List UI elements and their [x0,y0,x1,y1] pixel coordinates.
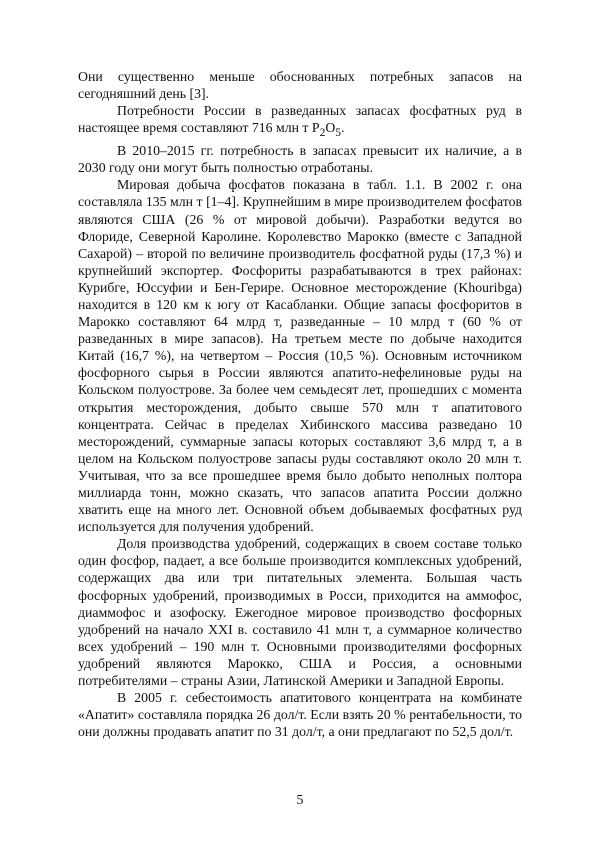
subscript-2: 2 [319,127,326,140]
paragraph-4: Мировая добыча фосфатов показана в табл. 1.1. В 2002 г. она составляла 135 млн т [1–4]. Крупнейшим в мире производителем фосфатов являются США (26 % от мировой добычи). Разработки ведутся во Флориде, Северной Каролине. Королевство Марокко (вместе с Западной Сахарой) – второй по величине производитель фосфатной руды (17,3 %) и крупнейший экспортер. Фосфориты разрабатываются в трех районах: Курибге, Юссуфии и Бен-Герире. Основное месторождение (Khouribga) находится в 120 км к югу от Касабланки. Общие запасы фосфоритов в Марокко составляют 64 млрд т, разведанные – 10 млрд т (60 % от разведанных в мире запасов). На третьем месте по добыче находится Китай (16,7 %), на четвертом – Россия (10,5 %). Основным источником фосфорного сырья в России являются апатито-нефелиновые руды на Кольском полуострове. За более чем семьдесят лет, прошедших с момента открытия месторождения, добыто свыше 570 млн т апатитового концентрата. Сейчас в пределах Хибинского массива разведано 10 месторождений, суммарные запасы которых составляют 3,6 млрд т, а в целом на Кольском полуострове запасы руды составляют около 20 млн т. Учитывая, что за все прошедшее время было добыто неполных полтора миллиарда тонн, можно сказать, что запасов апатита России должно хватить еще на много лет. Основной объем добываемых фосфатных руд используется для получения удобрений. [78,177,522,535]
paragraph-6: В 2005 г. себестоимость апатитового концентрата на комбинате «Апатит» составляла порядка 26 дол/т. Если взять 20 % рентабельности, то они должны продавать апатит по 31 дол/т, а они предлагают по 52,5 дол/т. [78,690,522,740]
paragraph-5: Доля производства удобрений, содержащих в своем составе только один фосфор, падает, а все больше производится комплексных удобрений, содержащих два или три питательных элемента. Большая часть фосфорных удобрений, производимых в Росси, приходится на аммофос, диаммофос и азофоску. Ежегодное мировое производство фосфорных удобрений на начало XXI в. составило 41 млн т, а суммарное количество всех удобрений – 190 млн т. Основными производителями фосфорных удобрений являются Марокко, США и Россия, а основными потребителями – страны Азии, Латинской Америки и Западной Европы. [78,536,522,689]
paragraph-2-end: . [341,120,345,136]
paragraph-2 [78,102,522,142]
oxygen-symbol: O [325,120,336,136]
paragraph-1: Они существенно меньше обоснованных потребных запасов на сегодняшний день [3]. [78,69,522,102]
paragraph-2-text: Потребности России в разведанных запасах фосфатных руд в настоящее время составляют 716 млн т P [78,103,522,136]
page-body [78,68,522,740]
subscript-5: 5 [335,127,342,140]
page-number: 5 [296,792,304,807]
paragraph-3: В 2010–2015 гг. потребность в запасах превысит их наличие, а в 2030 году они могут быть полностью отработаны. [78,143,522,176]
